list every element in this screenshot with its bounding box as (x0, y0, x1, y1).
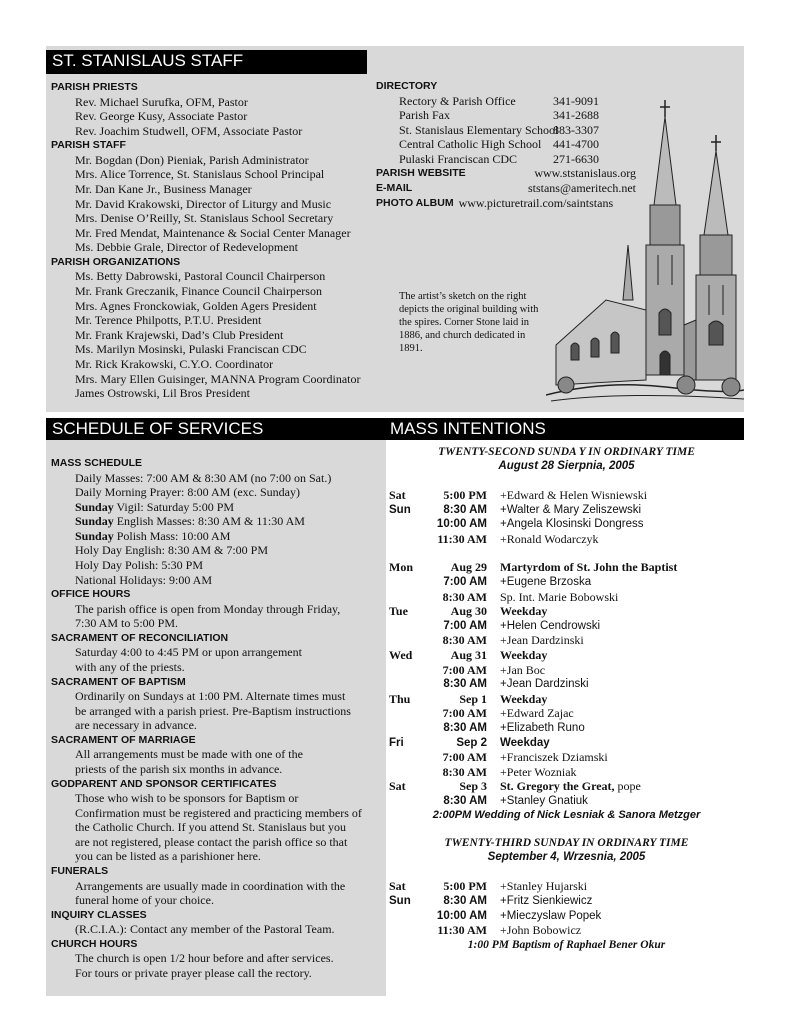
intention-day: Sat (389, 879, 406, 894)
email-label: E-MAIL (376, 182, 413, 195)
schedule-section-line: Those who wish to be sponsors for Baptism or (75, 791, 299, 806)
staff-member: Ms. Betty Dabrowski, Pastoral Council Chairperson (75, 269, 326, 284)
schedule-section-line: All arrangements must be made with one of the (75, 747, 303, 762)
intention-row (389, 879, 744, 894)
intention-text-main: Martyrdom of St. John the Baptist (500, 560, 678, 575)
intention-day: Wed (389, 647, 413, 662)
intention-day (389, 909, 419, 924)
mass-schedule-line (51, 485, 386, 500)
staff-member: Mr. Dan Kane Jr., Business Manager (75, 181, 252, 196)
week1-date: August 28 Sierpnia, 2005 (498, 460, 635, 472)
staff-member: Mr. Fred Mendat, Maintenance & Social Center Manager (75, 225, 351, 240)
schedule-section-line: (R.C.I.A.): Contact any member of the Pastoral Team. (75, 922, 335, 937)
directory-entry-phone: 271-6630 (553, 151, 599, 166)
intention-text (487, 590, 618, 605)
intention-text (487, 604, 547, 619)
intention-row (389, 633, 744, 648)
intention-text (487, 692, 547, 707)
intention-time: 8:30 AM (443, 721, 487, 734)
intention-text (487, 909, 601, 924)
mass-schedule-text: Polish Mass: 10:00 AM (113, 528, 231, 543)
directory-entry-name: Rectory & Parish Office (399, 93, 516, 108)
mass-schedule-day: Sunday (75, 528, 114, 543)
week2-title: TWENTY-THIRD SUNDAY IN ORDINARY TIME (444, 837, 689, 850)
intention-text (487, 503, 641, 518)
intention-text (487, 532, 599, 547)
intention-row (389, 923, 744, 938)
intention-day (389, 619, 419, 634)
intention-row (389, 532, 744, 547)
staff-member: Mr. David Krakowski, Director of Liturgy and Music (75, 196, 332, 211)
schedule-section-line: Confirmation must be registered and practicing members of (75, 805, 362, 820)
intention-row (389, 619, 744, 634)
schedule-section-title: FUNERALS (51, 865, 109, 878)
schedule-section-title: INQUIRY CLASSES (51, 908, 147, 921)
intention-text-main: +Jean Dardzinski (500, 633, 584, 648)
intention-text-main: +Stanley Gnatiuk (500, 794, 588, 807)
intention-row (389, 779, 744, 794)
website-label: PARISH WEBSITE (376, 167, 466, 180)
intention-row (389, 736, 744, 751)
intention-time: 7:00 AM (442, 662, 487, 677)
mass-schedule-line (51, 471, 386, 486)
intention-text-main: Weekday (500, 736, 550, 749)
intention-text-main: +Helen Cendrowski (500, 619, 601, 632)
intention-day (389, 590, 419, 605)
intention-text-main: +Peter Wozniak (500, 764, 577, 779)
mass-schedule-text: Holy Day English: 8:30 AM & 7:00 PM (75, 543, 269, 558)
mass-schedule-text: Daily Masses: 7:00 AM & 8:30 AM (no 7:00 on Sat.) (75, 470, 332, 485)
intention-time: Sep 3 (459, 779, 487, 794)
intention-text (487, 779, 641, 794)
intention-row (389, 517, 744, 532)
intention-row (389, 648, 744, 663)
email-link[interactable]: ststans@ameritech.net (527, 181, 636, 196)
intention-text (487, 575, 591, 590)
intention-day (389, 721, 419, 736)
intention-row (389, 677, 744, 692)
intention-day: Fri (389, 736, 404, 749)
intention-text (487, 619, 600, 634)
intention-text-main: +Stanley Hujarski (500, 879, 588, 894)
schedule-section-line: Ordinarily on Sundays at 1:00 PM. Alternate times must (75, 689, 346, 704)
schedule-section-line: funeral home of your choice. (75, 893, 214, 908)
staff-member: Mr. Bogdan (Don) Pieniak, Parish Administrator (75, 152, 309, 167)
mass-schedule-line (51, 500, 386, 515)
intention-day (389, 923, 419, 938)
staff-member: Rev. Joachim Studwell, OFM, Associate Pastor (75, 123, 303, 138)
intention-time: 11:30 AM (437, 923, 487, 938)
schedule-section-line: Saturday 4:00 to 4:45 PM or upon arrangement (75, 645, 302, 660)
staff-member: Rev. Michael Surufka, OFM, Pastor (75, 94, 248, 109)
staff-member: Rev. George Kusy, Associate Pastor (75, 109, 248, 124)
schedule-section-line: For tours or private prayer please call the rectory. (75, 965, 312, 980)
intention-text-main: +Fritz Sienkiewicz (500, 895, 593, 908)
schedule-section-title: SACRAMENT OF BAPTISM (51, 675, 186, 688)
intention-day: Mon (389, 560, 413, 575)
staff-member: Mrs. Denise O’Reilly, St. Stanislaus School Secretary (75, 211, 334, 226)
intention-text-main: +Mieczyslaw Popek (500, 909, 602, 922)
intention-text-extra: pope (614, 779, 641, 794)
mass-schedule-day: Sunday (75, 514, 114, 529)
intention-time: 8:30 AM (442, 633, 487, 648)
intention-time: 7:00 AM (443, 575, 487, 588)
website-link[interactable]: www.ststanislaus.org (534, 166, 636, 181)
intention-time: 8:30 AM (443, 794, 487, 807)
intention-time: 8:30 AM (443, 678, 487, 691)
intention-row (389, 604, 744, 619)
week2-date: September 4, Wrzesnia, 2005 (487, 851, 646, 864)
intention-text (487, 648, 547, 663)
intention-text-main: +Edward Zajac (500, 706, 574, 721)
intention-time: 8:30 AM (442, 589, 487, 604)
intention-text (487, 488, 647, 503)
intention-row (389, 909, 744, 924)
intention-text-main: +Jan Boc (500, 662, 546, 677)
schedule-section-title: CHURCH HOURS (51, 937, 138, 950)
schedule-section-title: SACRAMENT OF MARRIAGE (51, 733, 196, 746)
intention-text-main: Weekday (500, 647, 548, 662)
intention-time: Aug 31 (450, 647, 487, 662)
staff-section-title: PARISH PRIESTS (51, 81, 138, 93)
staff-member: Mr. Rick Krakowski, C.Y.O. Coordinator (75, 357, 274, 371)
intention-row (389, 560, 744, 575)
intention-row (389, 721, 744, 736)
staff-member: Mr. Terence Philpotts, P.T.U. President (75, 313, 262, 328)
intention-day (389, 532, 419, 547)
staff-member: Mrs. Alice Torrence, St. Stanislaus School Principal (75, 167, 325, 182)
directory-entry-phone: 341-9091 (553, 93, 599, 108)
directory-entry-name: Parish Fax (399, 108, 450, 123)
intention-text (487, 879, 587, 894)
intention-text-main: +Jean Dardzinski (500, 678, 589, 691)
intention-time: 5:00 PM (443, 488, 487, 502)
mass-schedule-text: Daily Morning Prayer: 8:00 AM (exc. Sunday) (75, 485, 300, 500)
intention-row (389, 488, 744, 503)
intention-time: Sep 2 (456, 736, 487, 749)
intention-time: Aug 29 (450, 560, 487, 575)
schedule-section-title: OFFICE HOURS (51, 588, 131, 601)
mass-schedule-text: Holy Day Polish: 5:30 PM (75, 558, 204, 573)
directory-title: DIRECTORY (376, 80, 438, 92)
intention-text (487, 765, 577, 780)
mass-schedule-title: MASS SCHEDULE (51, 457, 143, 469)
intention-row (389, 706, 744, 721)
staff-member: Ms. Marilyn Mosinski, Pulaski Franciscan CDC (75, 342, 307, 357)
directory-entry-name: Central Catholic High School (399, 137, 542, 152)
staff-section-title: PARISH ORGANIZATIONS (51, 255, 181, 268)
intention-row (389, 575, 744, 590)
mass-schedule-line (51, 573, 386, 588)
staff-member: Ms. Debbie Grale, Director of Redevelopment (75, 240, 298, 255)
staff-list (51, 80, 371, 401)
intention-day (389, 794, 419, 809)
intention-time: Aug 30 (450, 604, 487, 619)
intention-text-main: +Edward & Helen Wisniewski (500, 488, 648, 502)
schedule-section-line: are not registered, please contact the parish office so that (75, 834, 348, 849)
intention-text (487, 923, 581, 938)
intention-text-main: Weekday (500, 691, 548, 706)
schedule-section-line: priests of the parish six months in advance. (75, 762, 283, 776)
staff-member: Mrs. Mary Ellen Guisinger, MANNA Program Coordinator (75, 371, 361, 386)
schedule-section-line: Arrangements are usually made in coordination with the (75, 878, 346, 893)
directory-entry-phone: 883-3307 (553, 122, 599, 137)
staff-member: Mrs. Agnes Fronckowiak, Golden Agers President (75, 298, 317, 313)
week1-title: TWENTY-SECOND SUNDA Y IN ORDINARY TIME (438, 446, 695, 458)
schedule-section-line: The parish office is open from Monday through Friday, (75, 601, 341, 616)
intention-text (487, 894, 592, 909)
intention-text (487, 677, 589, 692)
intention-text (487, 794, 588, 809)
schedule-section-title: SACRAMENT OF RECONCILIATION (51, 631, 229, 644)
week2-note: 1:00 PM Baptism of Raphael Bener Okur (467, 938, 666, 951)
church-sketch-image (546, 95, 744, 410)
intention-time: 11:30 AM (437, 531, 487, 546)
directory-entry-name: Pulaski Franciscan CDC (399, 151, 517, 166)
intention-row (389, 692, 744, 707)
intention-row (389, 765, 744, 780)
schedule-list (51, 456, 386, 981)
schedule-section-line: with any of the priests. (75, 660, 185, 675)
intention-day: Sat (389, 779, 406, 794)
intention-row (389, 794, 744, 809)
intention-text (487, 750, 608, 765)
staff-member: Mr. Frank Greczanik, Finance Council Chairperson (75, 284, 322, 299)
directory-entry-name: St. Stanislaus Elementary School (399, 122, 559, 137)
schedule-section-line: 7:30 AM to 5:00 PM. (75, 616, 179, 631)
mass-schedule-day: Sunday (75, 499, 114, 514)
intention-text-main: +Angela Klosinski Dongress (500, 518, 644, 531)
intention-row (389, 894, 744, 909)
intention-time: 10:00 AM (436, 909, 487, 922)
intention-time: 7:00 AM (442, 750, 487, 765)
intention-text (487, 736, 550, 751)
week1-note: 2:00PM Wedding of Nick Lesniak & Sanora Metzger (432, 809, 701, 822)
schedule-section-line: you can be listed as a parishioner here. (75, 849, 261, 864)
intention-day (389, 765, 419, 780)
intention-text-main: +John Bobowicz (500, 923, 582, 938)
mass-intentions (389, 446, 744, 953)
intention-row (389, 750, 744, 765)
intention-text (487, 517, 644, 532)
staff-member: James Ostrowski, Lil Bros President (75, 386, 250, 401)
intention-text (487, 633, 584, 648)
staff-header: ST. STANISLAUS STAFF (46, 50, 367, 74)
intention-day: Sun (389, 895, 411, 908)
schedule-section-title: GODPARENT AND SPONSOR CERTIFICATES (51, 777, 277, 790)
intention-text-main: Weekday (500, 604, 548, 619)
mass-schedule-line (51, 529, 386, 544)
intention-row (389, 663, 744, 678)
intention-text-main: +Walter & Mary Zeliszewski (500, 503, 642, 516)
schedule-section-line: the Catholic Church. If you attend St. Stanislaus but you (75, 820, 346, 835)
intention-time: 8:30 AM (443, 503, 487, 516)
intention-time: 7:00 AM (442, 706, 487, 721)
sketch-caption: The artist’s sketch on the right depicts the original building with the spires. Corner Stone laid in 1886, and church dedicated in 1891. (399, 291, 539, 354)
intention-day: Tue (389, 604, 408, 619)
mass-schedule-line (51, 543, 386, 558)
mass-schedule-text: Vigil: Saturday 5:00 PM (113, 499, 235, 514)
intention-text (487, 706, 574, 721)
intention-day (389, 633, 419, 648)
intentions-header: MASS INTENTIONS (384, 418, 744, 440)
intention-text-main: St. Gregory the Great, (500, 779, 615, 794)
intention-day (389, 706, 419, 721)
intention-day (389, 677, 419, 692)
schedule-section-line: be arranged with a parish priest. Pre-Baptism instructions (75, 703, 351, 718)
schedule-section-line: The church is open 1/2 hour before and after services. (75, 951, 334, 966)
directory-entry-phone: 441-4700 (553, 137, 599, 152)
intention-day: Sun (389, 503, 411, 516)
intention-day (389, 750, 419, 765)
intention-day (389, 663, 419, 678)
intention-row (389, 503, 744, 518)
intention-text-main: +Elizabeth Runo (500, 721, 585, 734)
intention-time: 7:00 AM (443, 619, 487, 632)
intention-day (389, 575, 419, 590)
mass-schedule-line (51, 558, 386, 573)
intention-text (487, 560, 677, 575)
schedule-section-line: are necessary in advance. (75, 718, 197, 733)
intention-time: 10:00 AM (436, 518, 487, 531)
schedule-header: SCHEDULE OF SERVICES (46, 418, 386, 440)
intention-time: 8:30 AM (443, 895, 487, 908)
intention-day: Sat (389, 488, 406, 502)
staff-section-title: PARISH STAFF (51, 139, 126, 152)
intention-text (487, 663, 545, 678)
mass-schedule-text: National Holidays: 9:00 AM (75, 572, 212, 587)
photo-link[interactable]: www.picturetrail.com/saintstans (458, 195, 614, 210)
intention-day (389, 517, 419, 532)
intention-text-main: Sp. Int. Marie Bobowski (500, 589, 619, 604)
intention-text-main: +Ronald Wodarczyk (500, 531, 599, 546)
intention-text-main: +Franciszek Dziamski (500, 750, 608, 765)
intention-time: 8:30 AM (442, 764, 487, 779)
mass-schedule-line (51, 514, 386, 529)
mass-schedule-text: English Masses: 8:30 AM & 11:30 AM (113, 514, 305, 529)
intention-time: 5:00 PM (443, 879, 487, 894)
staff-member: Mr. Frank Krajewski, Dad’s Club President (75, 327, 284, 342)
intention-time: Sep 1 (459, 691, 487, 706)
directory-entry-phone: 341-2688 (553, 108, 599, 123)
photo-label: PHOTO ALBUM (376, 196, 454, 209)
intention-text-main: +Eugene Brzoska (500, 575, 592, 588)
intention-day: Thu (389, 691, 411, 706)
intention-text (487, 721, 585, 736)
intention-row (389, 590, 744, 605)
